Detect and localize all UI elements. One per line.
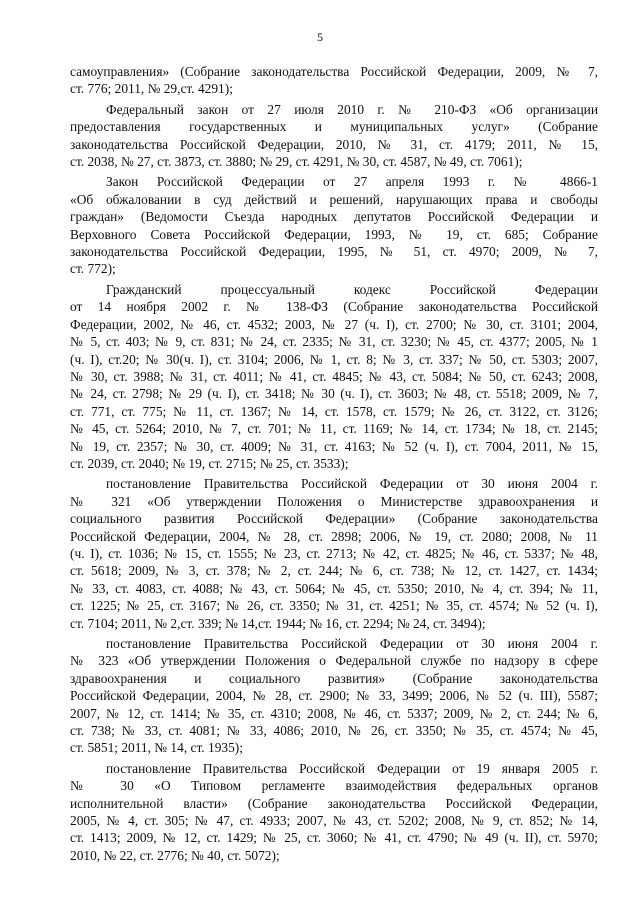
text-line: «Об обжаловании в суд действий и решений, нарушающих права и свободы [70, 191, 598, 207]
text-line: постановление Правительства Российской Федерации от 30 июня 2004 г. [106, 476, 598, 492]
text-line: Российской Федерации, 2004, № 28, ст. 2900; № 33, 3499; 2006, № 52 (ч. III), 5587; [70, 688, 598, 704]
paragraph [70, 101, 598, 171]
text-line: 2005, № 4, ст. 305; № 47, ст. 4933; 2007, № 43, ст. 5202; 2008, № 9, ст. 852; № 14, [70, 813, 598, 829]
document-body [70, 63, 598, 867]
text-line: предоставления государственных и муниципальных услуг» (Собрание [70, 119, 598, 135]
text-line: ст. 5618; 2009, № 3, ст. 378; № 2, ст. 244; № 6, ст. 738; № 12, ст. 1427, ст. 1434; [70, 563, 598, 579]
text-line: № 45, ст. 5264; 2010, № 7, ст. 701; № 11, ст. 1169; № 14, ст. 1734; № 18, ст. 2145; [70, 421, 598, 437]
paragraph [70, 173, 598, 277]
text-line: Закон Российской Федерации от 27 апреля 1993 г. № 4866-1 [106, 174, 598, 190]
text-line: ст. 2038, № 27, ст. 3873, ст. 3880; № 29, ст. 4291, № 30, ст. 4587, № 49, ст. 7061); [70, 154, 523, 170]
text-line: Гражданский процессуальный кодекс Российской Федерации [106, 281, 598, 297]
text-line: Российской Федерации, 2004, № 28, ст. 2898; 2006, № 19, ст. 2080; 2008, № 11 [70, 528, 598, 544]
text-line: ст. 738; № 33, ст. 4081; № 33, 4086; 2010, № 26, ст. 3350; № 35, ст. 4574; № 45, [70, 723, 598, 739]
text-line: законодательства Российской Федерации, 2010, № 31, ст. 4179; 2011, № 15, [70, 136, 598, 152]
text-line: ст. 2039, ст. 2040; № 19, ст. 2715; № 25, ст. 3533); [70, 455, 349, 471]
text-line: ст. 776; 2011, № 29,ст. 4291); [70, 81, 233, 97]
paragraph [70, 63, 598, 98]
text-line: № 5, ст. 403; № 9, ст. 831; № 24, ст. 2335; № 31, ст. 3230; № 45, ст. 4377; 2005, № 1 [70, 334, 598, 350]
text-line: ст. 5851; 2011, № 14, ст. 1935); [70, 740, 243, 756]
text-line: Федерации, 2002, № 46, ст. 4532; 2003, № 27 (ч. I), ст. 2700; № 30, ст. 3101; 2004, [70, 316, 598, 332]
text-line: ст. 771, ст. 775; № 11, ст. 1367; № 14, ст. 1578, ст. 1579; № 26, ст. 3122, ст. 3126; [70, 403, 598, 419]
text-line: законодательства Российской Федерации, 1995, № 51, ст. 4970; 2009, № 7, [70, 244, 598, 260]
text-line: от 14 ноября 2002 г. № 138-ФЗ (Собрание законодательства Российской [70, 299, 598, 315]
text-line: 2007, № 12, ст. 1414; № 35, ст. 4310; 2008, № 46, ст. 5337; 2009, № 2, ст. 244; № 6, [70, 705, 598, 721]
text-line: № 33, ст. 4083, ст. 4088; № 43, ст. 5064; № 45, ст. 5350; 2010, № 4, ст. 394; № 11, [70, 580, 598, 596]
paragraph [70, 760, 598, 864]
text-line: 2010, № 22, ст. 2776; № 40, ст. 5072); [70, 847, 280, 863]
text-line: ст. 772); [70, 261, 116, 277]
page-number: 5 [317, 30, 323, 44]
paragraph [70, 635, 598, 757]
text-line: Федеральный закон от 27 июля 2010 г. № 210-ФЗ «Об организации [106, 101, 598, 117]
text-line: исполнительной власти» (Собрание законодательства Российской Федерации, [70, 795, 598, 811]
text-line: самоуправления» (Собрание законодательства Российской Федерации, 2009, № 7, [70, 64, 598, 79]
text-line: ст. 1413; 2009, № 12, ст. 1429; № 25, ст. 3060; № 41, ст. 4790; № 49 (ч. II), ст. 5970; [70, 830, 598, 846]
text-line: граждан» (Ведомости Съезда народных депутатов Российской Федерации и [70, 209, 598, 225]
text-line: № 19, ст. 2357; № 30, ст. 4009; № 31, ст. 4163; № 52 (ч. I), ст. 7004, 2011, № 15, [70, 438, 598, 454]
text-line: ст. 7104; 2011, № 2,ст. 339; № 14,ст. 1944; № 16, ст. 2294; № 24, ст. 3494); [70, 615, 486, 631]
text-line: № 321 «Об утверждении Положения о Министерстве здравоохранения и [70, 493, 598, 509]
text-line: здравоохранения и социального развития» (Собрание законодательства [70, 670, 598, 686]
text-line: № 323 «Об утверждении Положения о Федеральной службе по надзору в сфере [70, 653, 598, 669]
text-line: Верховного Совета Российской Федерации, 1993, № 19, ст. 685; Собрание [70, 226, 598, 242]
paragraph [70, 475, 598, 632]
text-line: постановление Правительства Российской Федерации от 19 января 2005 г. [106, 760, 598, 776]
text-line: (ч. I), ст. 1036; № 15, ст. 1555; № 23, ст. 2713; № 42, ст. 4825; № 46, ст. 5337; № 48, [70, 545, 598, 561]
text-line: № 30, ст. 3988; № 31, ст. 4011; № 41, ст. 4845; № 43, ст. 5084; № 50, ст. 6243; 2008, [70, 368, 598, 384]
text-line: социального развития Российской Федерации» (Собрание законодательства [70, 511, 598, 527]
text-line: № 30 «О Типовом регламенте взаимодействия федеральных органов [70, 778, 598, 794]
paragraph [70, 281, 598, 472]
text-line: (ч. I), ст.20; № 30(ч. I), ст. 3104; 2006, № 1, ст. 8; № 3, ст. 337; № 50, ст. 5303; 2007, [70, 351, 598, 367]
text-line: ст. 1225; № 25, ст. 3167; № 26, ст. 3350; № 31, ст. 4251; № 35, ст. 4574; № 52 (ч. I), [70, 598, 598, 614]
text-line: постановление Правительства Российской Федерации от 30 июня 2004 г. [106, 636, 598, 651]
text-line: № 24, ст. 2798; № 29 (ч. I), ст. 3418; № 30 (ч. I), ст. 3603; № 48, ст. 5518; 2009, № 7, [70, 386, 598, 402]
